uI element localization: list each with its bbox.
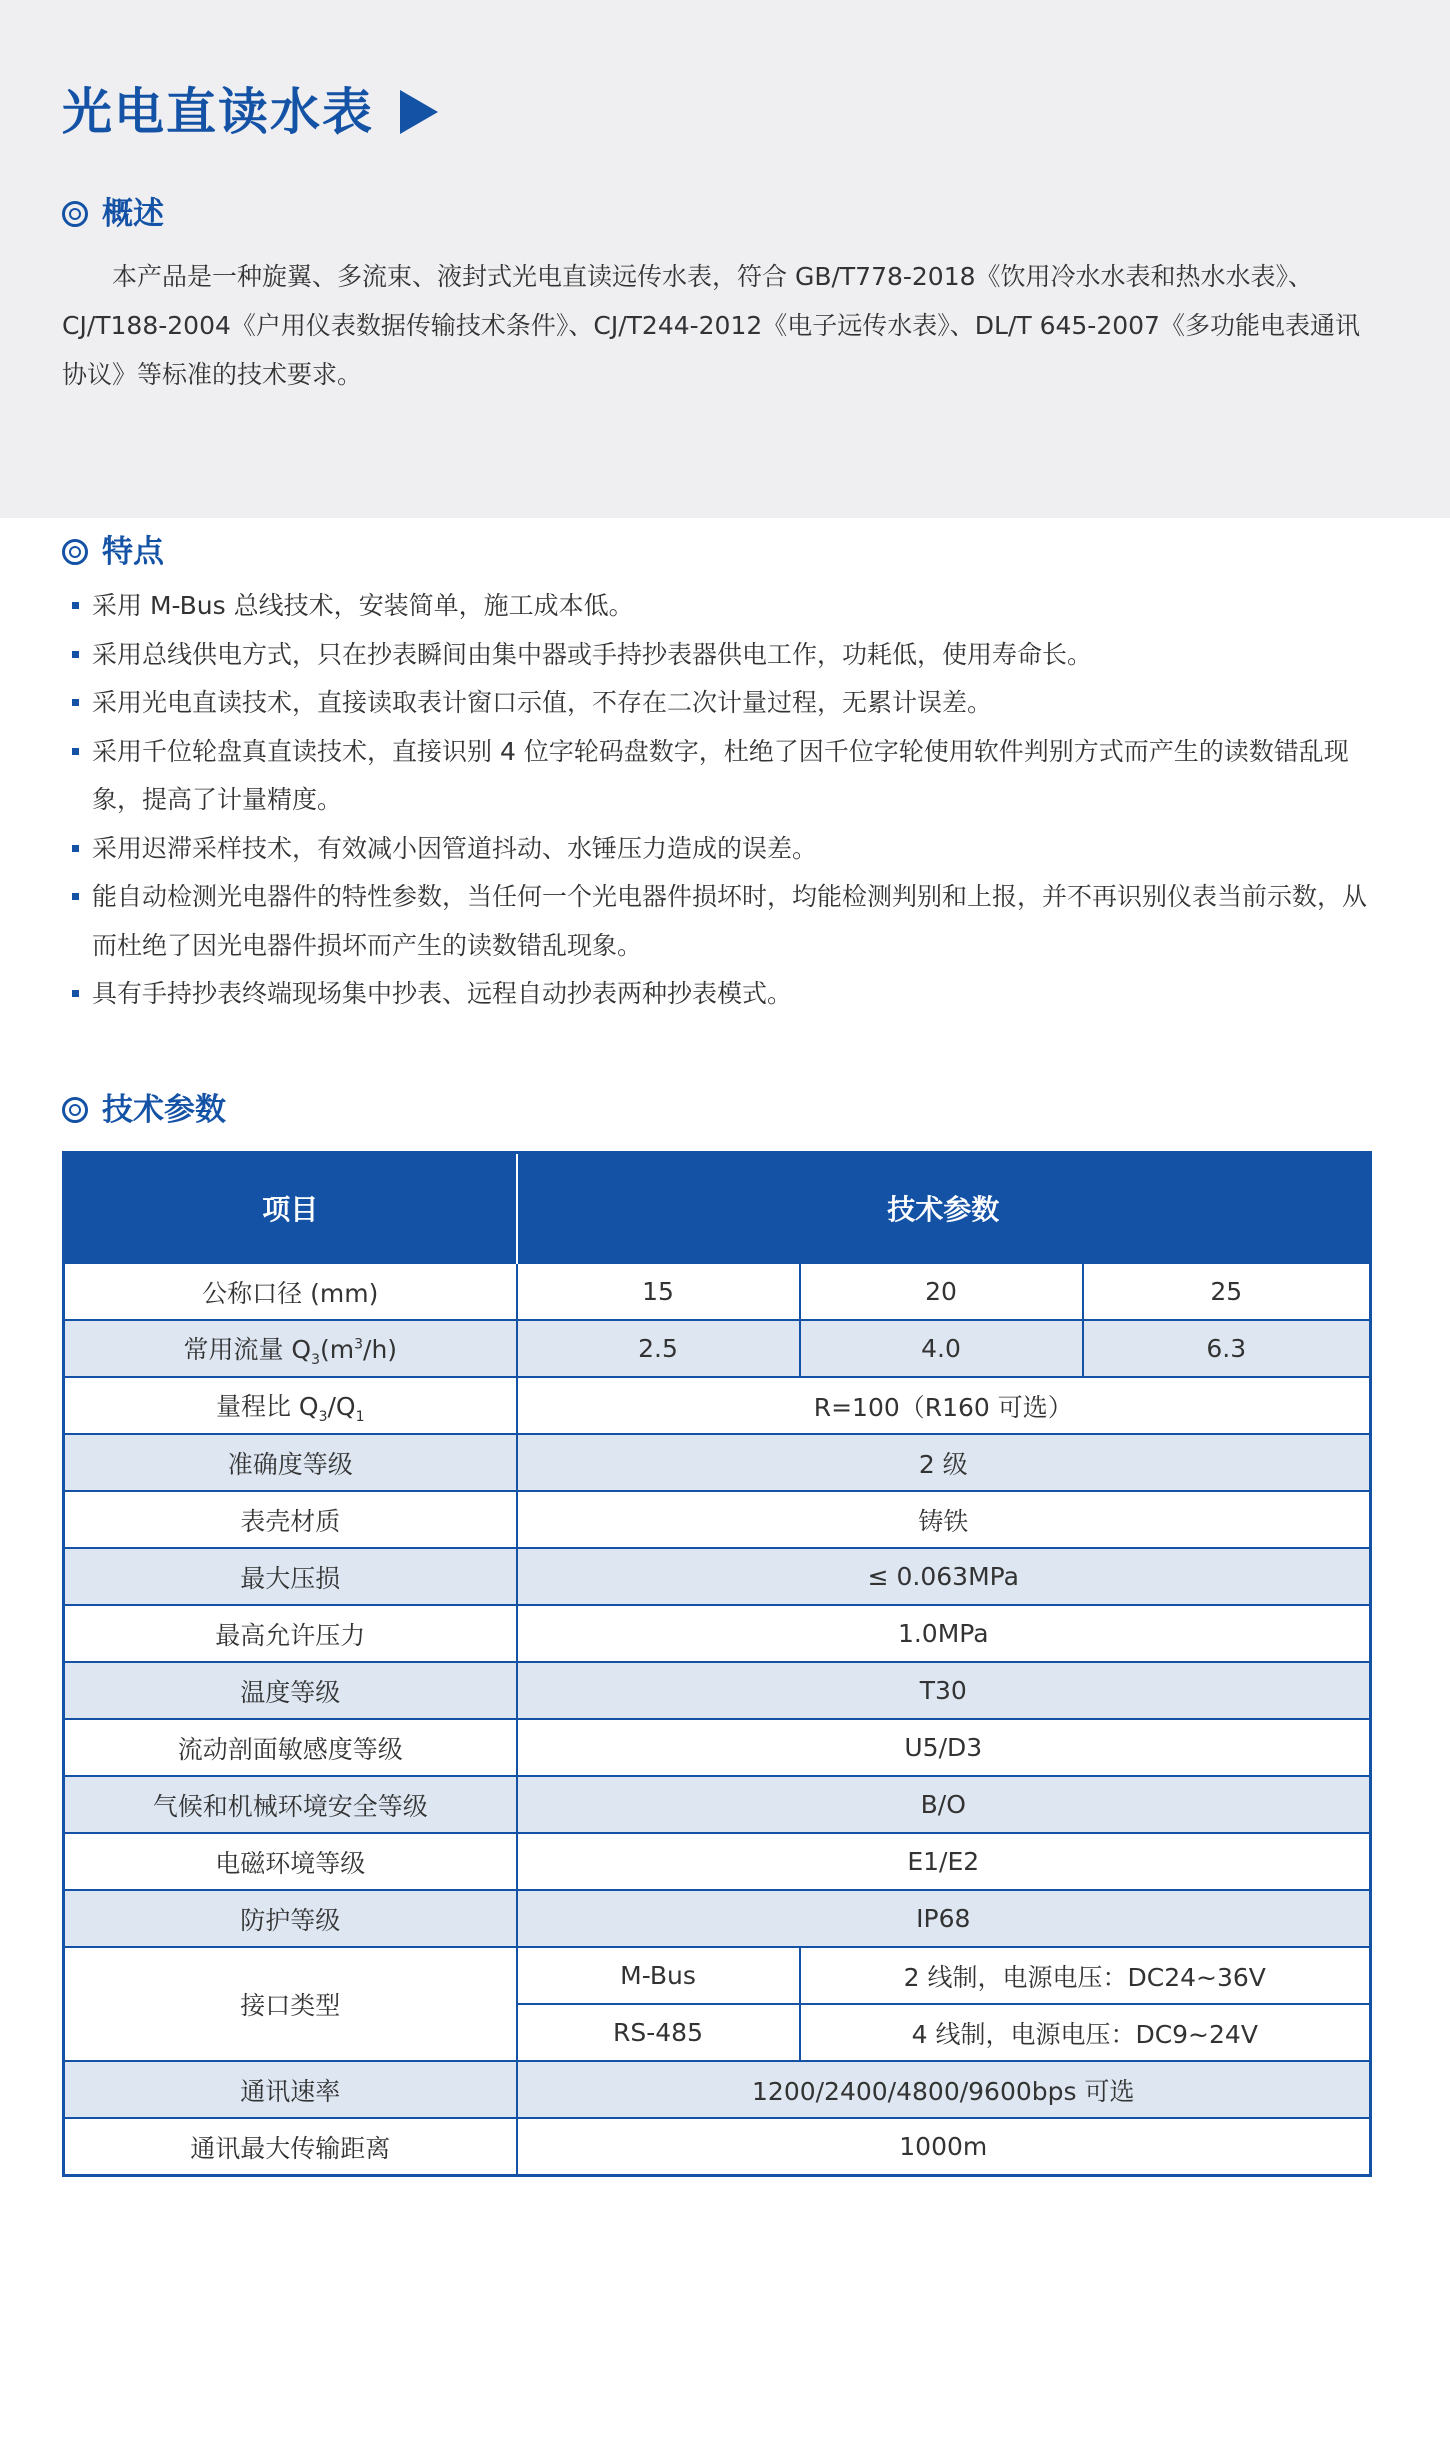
row-value: U5/D3	[517, 1719, 1371, 1776]
row-label: 通讯速率	[64, 2061, 517, 2118]
features-heading	[62, 530, 164, 574]
row-value: 2 级	[517, 1434, 1371, 1491]
row-value: ≤ 0.063MPa	[517, 1548, 1371, 1605]
row-value: 4.0	[800, 1320, 1083, 1377]
row-value: IP68	[517, 1890, 1371, 1947]
features-list	[62, 582, 1378, 1019]
row-label: 电磁环境等级	[64, 1833, 517, 1890]
double-circle-icon	[62, 539, 88, 565]
feature-item: 能自动检测光电器件的特性参数，当任何一个光电器件损坏时，均能检测判别和上报，并不再识别仪表当前示数，从而杜绝了因光电器件损坏而产生的读数错乱现象。	[62, 873, 1378, 970]
row-value: 20	[800, 1263, 1083, 1320]
row-label: 常用流量 $Q_3(m^3/h)$	[64, 1320, 517, 1377]
row-value: R=100（R160 可选）	[517, 1377, 1371, 1434]
row-label: 接口类型	[64, 1947, 517, 2061]
table-row-distance	[64, 2118, 1371, 2176]
features-heading-text: 特点	[102, 534, 164, 570]
page-title	[62, 72, 438, 152]
table-row-max-pressure	[64, 1605, 1371, 1662]
row-label: 最大压损	[64, 1548, 517, 1605]
row-value: 1.0MPa	[517, 1605, 1371, 1662]
row-value: E1/E2	[517, 1833, 1371, 1890]
table-row-diameter	[64, 1263, 1371, 1320]
overview-heading	[62, 192, 164, 236]
row-label: 通讯最大传输距离	[64, 2118, 517, 2176]
header-item: 项目	[64, 1153, 517, 1264]
row-value: 2.5	[517, 1320, 800, 1377]
spec-table	[62, 1151, 1372, 2177]
row-label: 防护等级	[64, 1890, 517, 1947]
table-row-ratio	[64, 1377, 1371, 1434]
feature-item: 具有手持抄表终端现场集中抄表、远程自动抄表两种抄表模式。	[62, 970, 1378, 1019]
row-value: B/O	[517, 1776, 1371, 1833]
table-row-baud	[64, 2061, 1371, 2118]
row-label: 公称口径 (mm)	[64, 1263, 517, 1320]
row-label: 量程比 $Q_3/Q_1$	[64, 1377, 517, 1434]
feature-item: 采用总线供电方式，只在抄表瞬间由集中器或手持抄表器供电工作，功耗低，使用寿命长。	[62, 631, 1378, 680]
row-value: T30	[517, 1662, 1371, 1719]
row-label: 气候和机械环境安全等级	[64, 1776, 517, 1833]
overview-heading-text: 概述	[102, 196, 164, 232]
row-value: 1000m	[517, 2118, 1371, 2176]
row-label: 最高允许压力	[64, 1605, 517, 1662]
table-row-temperature	[64, 1662, 1371, 1719]
feature-item: 采用迟滞采样技术，有效减小因管道抖动、水锤压力造成的误差。	[62, 825, 1378, 874]
table-row-accuracy	[64, 1434, 1371, 1491]
specs-heading-text: 技术参数	[102, 1092, 226, 1128]
row-value: 铸铁	[517, 1491, 1371, 1548]
row-label: 准确度等级	[64, 1434, 517, 1491]
row-label: 流动剖面敏感度等级	[64, 1719, 517, 1776]
double-circle-icon	[62, 1097, 88, 1123]
feature-item: 采用千位轮盘真直读技术，直接识别 4 位字轮码盘数字，杜绝了因千位字轮使用软件判别方式而产生的读数错乱现象，提高了计量精度。	[62, 728, 1378, 825]
page-title-text: 光电直读水表	[62, 83, 374, 141]
header-params: 技术参数	[517, 1153, 1371, 1264]
table-row-material	[64, 1491, 1371, 1548]
overview-text: 本产品是一种旋翼、多流束、液封式光电直读远传水表，符合 GB/T778-2018《饮用冷水水表和热水水表》、CJ/T188-2004《户用仪表数据传输技术条件》、CJ/T244-2012《电子远传水表》、DL/T 645-2007《多功能电表通讯协议》等标准的技术要求。	[62, 262, 1360, 389]
table-row-pressure-loss	[64, 1548, 1371, 1605]
table-row-emc	[64, 1833, 1371, 1890]
interface-desc: 2 线制，电源电压：DC24~36V	[800, 1947, 1371, 2004]
table-row-flow-sensitivity	[64, 1719, 1371, 1776]
row-value: 1200/2400/4800/9600bps 可选	[517, 2061, 1371, 2118]
table-row-protection	[64, 1890, 1371, 1947]
interface-desc: 4 线制，电源电压：DC9~24V	[800, 2004, 1371, 2061]
double-circle-icon	[62, 201, 88, 227]
row-value: 15	[517, 1263, 800, 1320]
feature-item: 采用 M-Bus 总线技术，安装简单，施工成本低。	[62, 582, 1378, 631]
row-label: 温度等级	[64, 1662, 517, 1719]
interface-type: RS-485	[517, 2004, 800, 2061]
table-row-interface	[64, 1947, 1371, 2004]
feature-item: 采用光电直读技术，直接读取表计窗口示值，不存在二次计量过程，无累计误差。	[62, 679, 1378, 728]
table-row-flow	[64, 1320, 1371, 1377]
row-value: 6.3	[1083, 1320, 1371, 1377]
row-label: 表壳材质	[64, 1491, 517, 1548]
table-header-row	[64, 1153, 1371, 1264]
row-value: 25	[1083, 1263, 1371, 1320]
interface-type: M-Bus	[517, 1947, 800, 2004]
play-arrow-icon	[400, 90, 438, 134]
table-row-climate	[64, 1776, 1371, 1833]
specs-heading	[62, 1088, 226, 1132]
